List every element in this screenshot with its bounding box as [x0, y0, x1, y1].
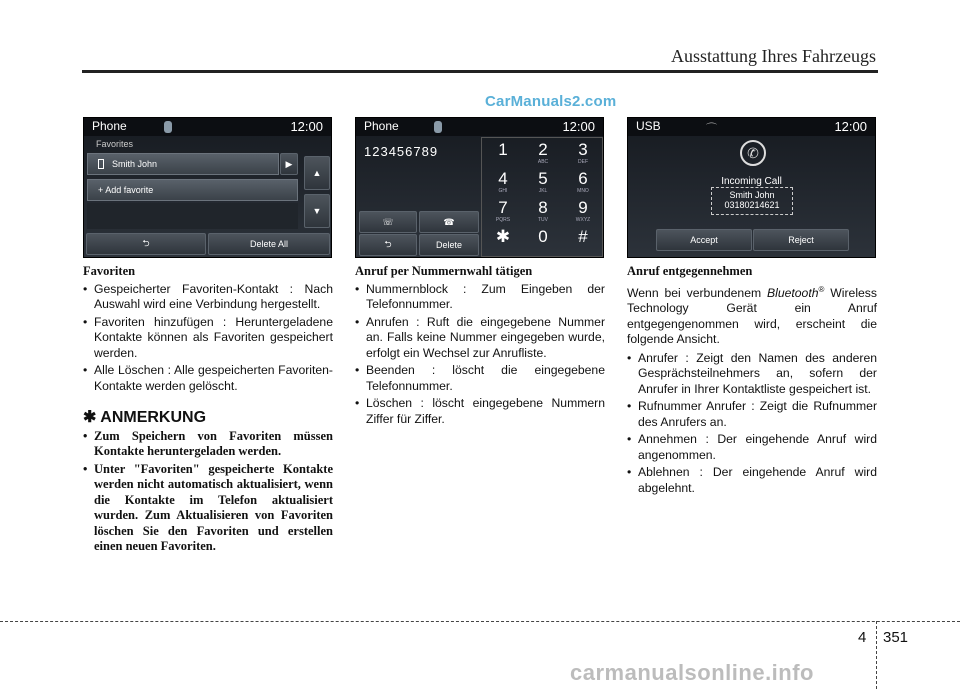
keypad-digit: 9 — [578, 198, 588, 217]
intro-part-b: Wireless Technology Gerät ein Anruf entgegengenommen wird, erscheint die folgende Ansicht. — [627, 285, 877, 347]
list-item: • Rufnummer Anrufer : Zeigt die Rufnummer des Anrufers an. — [627, 399, 877, 430]
dialed-number: 123456789 — [364, 144, 439, 159]
add-favorite-label: + Add favorite — [98, 185, 154, 195]
accept-button[interactable]: Accept — [656, 229, 752, 251]
header-rule — [82, 70, 878, 73]
keypad-digit: # — [578, 227, 588, 246]
keypad-letters: DEF — [578, 159, 588, 165]
chapter-number: 4 — [858, 629, 867, 646]
clock: 12:00 — [290, 119, 323, 134]
list-item: • Favoriten hinzufügen : Heruntergeladene Kontakte können als Favoriten gespeichert werden. — [83, 315, 333, 362]
list-item: • Ablehnen : Der eingehende Anruf wird abgelehnt. — [627, 465, 877, 496]
keypad-key[interactable] — [563, 169, 603, 198]
note-heading: ✱ ANMERKUNG — [83, 409, 207, 426]
keypad-digit: 4 — [498, 169, 508, 188]
delete-button[interactable]: Delete — [419, 234, 479, 256]
dial-heading: Anruf per Nummernwahl tätigen — [355, 264, 533, 278]
favorite-contact-row[interactable] — [87, 153, 279, 175]
footer-rule — [0, 621, 960, 622]
phone-icon — [98, 159, 104, 169]
keypad-key[interactable] — [523, 169, 563, 198]
note-list — [83, 429, 333, 555]
keypad-letters: GHI — [498, 188, 508, 194]
keypad-key[interactable] — [563, 140, 603, 169]
incoming-call-screenshot — [627, 117, 876, 258]
status-bar — [628, 118, 875, 136]
favorites-screenshot — [83, 117, 332, 258]
status-bar — [84, 118, 331, 136]
list-item: • Löschen : löscht eingegebene Nummern Ziffer für Ziffer. — [355, 396, 605, 427]
bluetooth-icon — [164, 121, 172, 133]
keypad-digit: 7 — [498, 198, 508, 217]
column-incoming — [627, 264, 877, 498]
favorite-contact-name: Smith John — [112, 159, 158, 169]
phone-ring-icon: ✆ — [740, 140, 766, 166]
watermark-bottom: carmanualsonline.info — [570, 660, 814, 685]
keypad-key[interactable] — [563, 227, 603, 256]
incoming-intro — [627, 282, 877, 348]
watermark-top: CarManuals2.com — [485, 93, 617, 110]
intro-registered: ® — [818, 284, 825, 294]
back-arrow-icon: ⮌ — [384, 239, 392, 249]
list-item: • Gespeicherter Favoriten-Kontakt : Nach Auswahl wird eine Verbindung hergestellt. — [83, 282, 333, 313]
app-title: Phone — [364, 119, 399, 133]
keypad-letters: MNO — [577, 188, 589, 194]
keypad-digit: 5 — [538, 169, 548, 188]
call-button[interactable] — [359, 211, 417, 233]
status-bar — [356, 118, 603, 136]
call-icon: ☏ — [382, 216, 394, 227]
signal-icon: ⌒ — [706, 123, 717, 135]
keypad-digit: 3 — [578, 140, 588, 159]
list-item: • Annehmen : Der eingehende Anruf wird angenommen. — [627, 432, 877, 463]
keypad-key[interactable] — [483, 169, 523, 198]
back-arrow-icon: ⮌ — [142, 238, 150, 248]
scroll-up-icon[interactable]: ▲ — [304, 156, 330, 190]
favorites-list — [83, 282, 333, 395]
section-label: Favorites — [96, 139, 134, 149]
keypad-key[interactable] — [563, 198, 603, 227]
app-title: Phone — [92, 119, 127, 133]
keypad-digit: 0 — [538, 227, 548, 246]
note-item: • Unter "Favoriten" gespeicherte Kontakte werden nicht automatisch aktualisiert, wenn die Kontakte im Telefon aktualisiert wurden. Zum Aktualisieren von Favoriten löschen Sie den Favoriten und erstellen einen neuen Favoriten. — [83, 462, 333, 555]
dial-list — [355, 282, 605, 428]
list-item: • Beenden : löscht die eingegebene Telefonnummer. — [355, 363, 605, 394]
favorites-heading: Favoriten — [83, 264, 136, 278]
end-call-button[interactable] — [419, 211, 479, 233]
column-dial — [355, 264, 605, 429]
list-item: • Anrufen : Ruft die eingegebene Nummer an. Falls keine Nummer eingegeben wurde, erfolgt ein Wechsel zur Anrufliste. — [355, 315, 605, 362]
page-number: 351 — [883, 629, 909, 646]
intro-bluetooth: Bluetooth — [767, 285, 819, 300]
list-item: • Alle Löschen : Alle gespeicherten Favoriten-Kontakte werden gelöscht. — [83, 363, 333, 394]
list-item: • Nummernblock : Zum Eingeben der Telefonnummer. — [355, 282, 605, 313]
incoming-list — [627, 351, 877, 497]
page-header-title: Ausstattung Ihres Fahrzeugs — [671, 46, 876, 66]
bluetooth-icon — [434, 121, 442, 133]
keypad-digit: 6 — [578, 169, 588, 188]
keypad-digit: ✱ — [495, 227, 511, 246]
clock: 12:00 — [834, 119, 867, 134]
clock: 12:00 — [562, 119, 595, 134]
list-item: • Anrufer : Zeigt den Namen des anderen Gesprächsteilnehmers an, sofern der Anrufer in Ihrer Kontaktliste gespeichert ist. — [627, 351, 877, 398]
keypad — [481, 137, 603, 257]
keypad-digit: 8 — [538, 198, 548, 217]
keypad-letters: PQRS — [495, 217, 511, 223]
keypad-key[interactable] — [483, 198, 523, 227]
reject-button[interactable]: Reject — [753, 229, 849, 251]
add-favorite-row[interactable] — [87, 179, 298, 201]
keypad-letters: WXYZ — [575, 217, 591, 223]
intro-part-a: Wenn bei verbundenem — [627, 285, 767, 300]
footer-separator — [876, 621, 877, 689]
keypad-key[interactable] — [523, 198, 563, 227]
back-button[interactable] — [86, 233, 206, 255]
incoming-heading: Anruf entgegennehmen — [627, 264, 753, 278]
caller-name: Smith John — [729, 190, 775, 200]
caller-number: 03180214621 — [724, 200, 780, 210]
delete-all-button[interactable]: Delete All — [208, 233, 330, 255]
app-title: USB — [636, 119, 661, 133]
incoming-call-label: Incoming Call — [721, 176, 782, 187]
keypad-key[interactable] — [523, 140, 563, 169]
scroll-down-icon[interactable]: ▼ — [304, 194, 330, 228]
note-item: • Zum Speichern von Favoriten müssen Kontakte heruntergeladen werden. — [83, 429, 333, 460]
play-icon[interactable]: ▶ — [280, 153, 298, 175]
end-call-icon: ☎ — [443, 216, 455, 227]
keypad-letters: JKL — [538, 188, 548, 194]
keypad-letters: ABC — [537, 159, 549, 165]
empty-list-area — [87, 203, 298, 229]
keypad-letters: TUV — [538, 217, 548, 223]
column-favorites — [83, 264, 333, 557]
back-button[interactable] — [359, 234, 417, 256]
keypad-key[interactable] — [483, 227, 523, 256]
caller-box — [711, 187, 793, 215]
keypad-digit: 2 — [538, 140, 548, 159]
keypad-digit: 1 — [498, 140, 508, 159]
dialpad-screenshot — [355, 117, 604, 258]
keypad-key[interactable] — [483, 140, 523, 169]
keypad-key[interactable] — [523, 227, 563, 256]
